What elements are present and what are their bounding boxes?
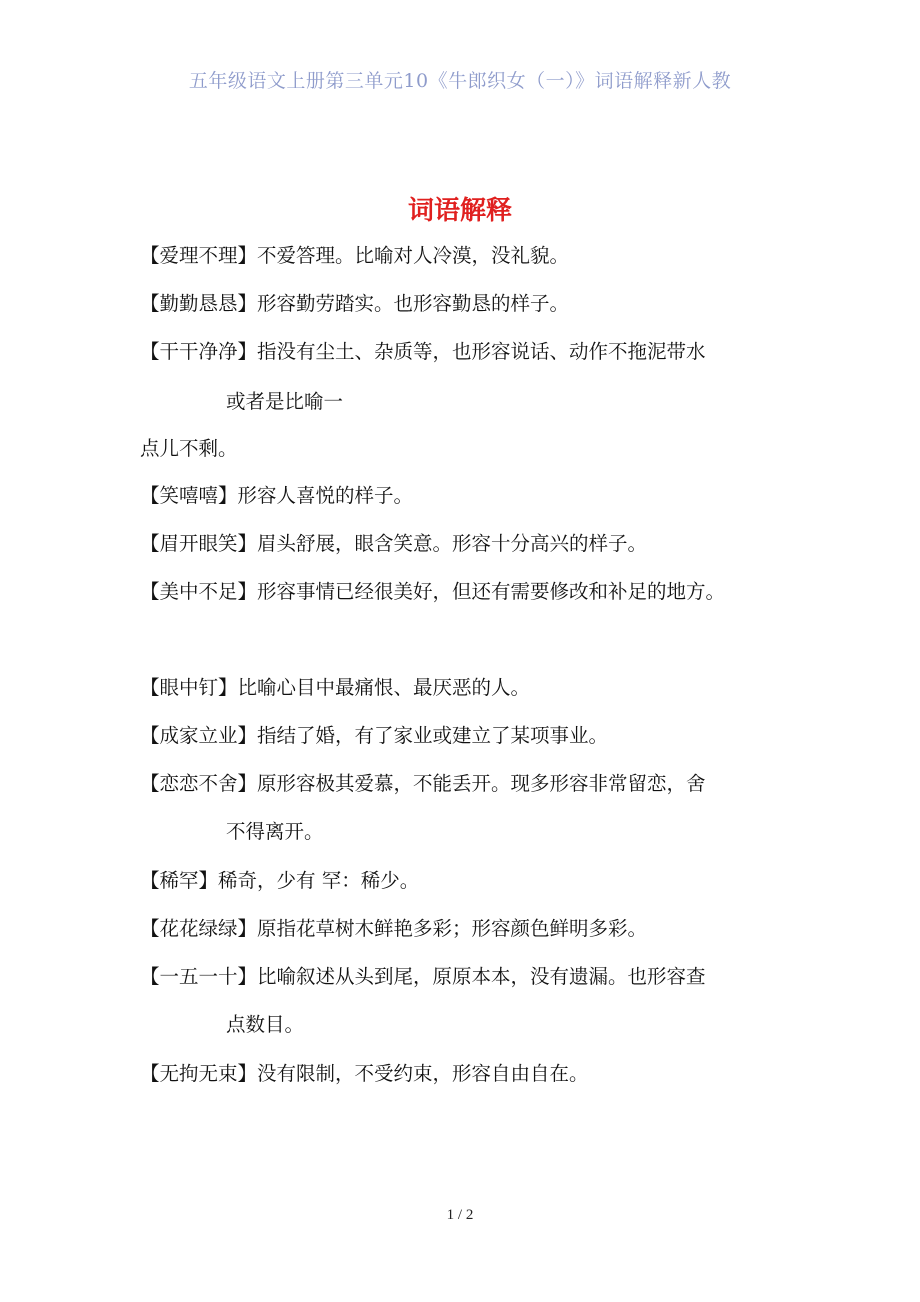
page-number: 1 / 2 <box>446 1207 474 1223</box>
entry-ai-li-bu-li: 【爱理不理】不爱答理。比喻对人冷漠，没礼貌。 <box>140 244 570 267</box>
entry-lian-lian-bu-she-continuation: 不得离开。 <box>226 820 324 843</box>
page-header: 五年级语文上册第三单元10《牛郎织女（一）》词语解释新人教 <box>188 70 732 92</box>
entry-wu-ju-wu-shu: 【无拘无束】没有限制，不受约束，形容自由自在。 <box>140 1062 589 1085</box>
entry-xiao-xi-xi: 【笑嘻嘻】形容人喜悦的样子。 <box>140 484 414 507</box>
entry-gan-gan-jing-jing-continuation-2: 点儿不剩。 <box>140 437 238 460</box>
entry-qin-qin-ken-ken: 【勤勤恳恳】形容勤劳踏实。也形容勤恳的样子。 <box>140 292 570 315</box>
entry-cheng-jia-li-ye: 【成家立业】指结了婚，有了家业或建立了某项事业。 <box>140 724 609 747</box>
entry-lian-lian-bu-she: 【恋恋不舍】原形容极其爱慕，不能丢开。现多形容非常留恋，舍 <box>140 772 706 795</box>
entry-yi-wu-yi-shi-continuation: 点数目。 <box>226 1013 305 1036</box>
entry-xi-han: 【稀罕】稀奇，少有 罕：稀少。 <box>140 869 420 892</box>
entry-mei-zhong-bu-zu: 【美中不足】形容事情已经很美好，但还有需要修改和补足的地方。 <box>140 580 726 603</box>
document-title: 词语解释 <box>407 196 512 226</box>
entry-yan-zhong-ding: 【眼中钉】比喻心目中最痛恨、最厌恶的人。 <box>140 676 531 699</box>
entry-hua-hua-lv-lv: 【花花绿绿】原指花草树木鲜艳多彩；形容颜色鲜明多彩。 <box>140 917 648 940</box>
entry-gan-gan-jing-jing: 【干干净净】指没有尘土、杂质等，也形容说话、动作不拖泥带水 <box>140 340 706 363</box>
entry-gan-gan-jing-jing-continuation: 或者是比喻一 <box>226 390 344 413</box>
entry-yi-wu-yi-shi: 【一五一十】比喻叙述从头到尾，原原本本，没有遗漏。也形容查 <box>140 965 706 988</box>
entry-mei-kai-yan-xiao: 【眉开眼笑】眉头舒展，眼含笑意。形容十分高兴的样子。 <box>140 532 648 555</box>
